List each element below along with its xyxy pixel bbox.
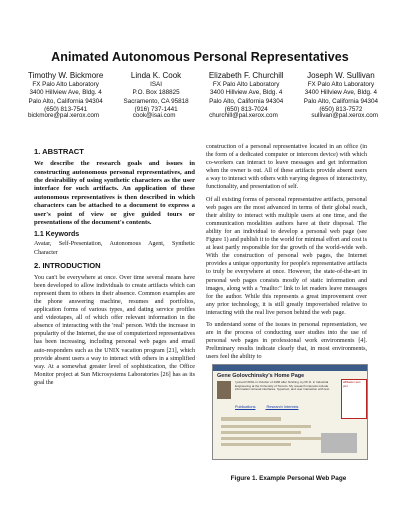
portrait-image: [217, 381, 231, 399]
author-emails: [28, 112, 378, 119]
author-city: Palo Alto, California 94304: [303, 97, 378, 105]
author-phone: (650) 813-7572: [319, 105, 363, 113]
webpage-content-blocks: [221, 413, 361, 455]
right-column: [206, 143, 367, 365]
author-email: sullivan@pal.xerox.com: [311, 112, 378, 119]
author-2: [124, 70, 189, 114]
abstract-heading: 1. ABSTRACT: [34, 147, 84, 156]
author-name: Elizabeth F. Churchill: [208, 71, 284, 80]
left-column: [34, 143, 195, 391]
webpage-sidebox: affiliation text pict: [341, 379, 367, 419]
paragraph: construction of a personal representative located in an office (in the form of a dedicated computer or intercom device) with which co-workers can interact to leave messages and get information when the owner is out. All of these artifacts provide absent users a way to interact with others with varying degrees of interactivity, functionality, and presentation of self.: [206, 144, 367, 191]
paper-title: Animated Autonomous Personal Representatives: [51, 50, 349, 64]
author-org: FX Palo Alto Laboratory: [32, 81, 99, 88]
author-name: Linda K. Cook: [130, 71, 182, 80]
figure-caption: Figure 1. Example Personal Web Page: [230, 475, 347, 482]
author-phone: (650) 813-7541: [44, 105, 88, 113]
author-city: Sacramento, CA 95818: [123, 97, 189, 105]
introduction-text: You can't be everywhere at once. Over time several means have been developed to allow individuals to create artifacts which can represent them to others in their absence. Common examples are the phone answering machine, resumes and portfolios, application forms of various types, and dating service profiles and videotapes, all of which offer relevant information in the absence of interacting with the 'real' person. With the increase in popularity of the Internet, the use of computerized representatives has been increasing, including personal web pages and email auto-responders such as the UNIX vacation program [21], which provide absent users a way to interact with others in a simplified way. At a somewhat greater level of sophistication, the Office Monitor project at Sun Microsystems Laboratories [26] has as its goal the: [34, 274, 195, 386]
author-city: Palo Alto, California 94304: [28, 97, 103, 105]
keywords-text: Avatar, Self-Presentation, Autonomous Agent, Synthetic Character: [34, 241, 195, 256]
author-phone: (916) 737-1441: [134, 105, 178, 113]
webpage-links: [235, 405, 308, 409]
abstract-text: We describe the research goals and issues in constructing autonomous personal representatives, and the desirability of using synthetic characters as the user interface for such artifacts. An application of these autonomous representatives is then described in which characters can be attached to a document to express a user's point of view or give guided tours or presentations of the document's contents.: [34, 160, 195, 226]
author-phone: (650) 813-7024: [224, 105, 268, 113]
author-city: Palo Alto, California 94304: [209, 97, 284, 105]
introduction-heading: 2. INTRODUCTION: [34, 260, 101, 270]
author-address: 3400 Hillview Ave, Bldg. 4: [304, 89, 378, 97]
author-block: [28, 70, 378, 114]
paragraph: To understand some of the issues in personal representation, we are in the process of conducting user studies into the use of personal web pages in professional work environments [4]. Preliminary results indicate clearly that, in most environments, users feel the ability to: [206, 321, 367, 361]
webpage-title: Gene Golovchinsky's Home Page: [217, 373, 305, 379]
author-org: ISAI: [150, 81, 162, 88]
webpage-body: I joined FXPAL in October of 1996 after finishing my Ph.D. in Industrial Engineering at the University of Toronto. My research interests include information retrieval interfaces, hypertext, and user interaction with text.: [235, 380, 330, 392]
paragraph: Of all existing forms of personal representative artifacts, personal web pages are the most advanced in terms of their global reach, their ability to interact with multiple users at one time, and the communication modalities authors have at their disposal. The ability for an individual to develop a personal web page (see Figure 1) and publish it to the world for minimal effort and cost is at least partly responsible for the growth of the world-wide web. With the construction of personal web pages, the Internet provides a unique opportunity for people's representative artifacts to truly be everywhere at once. However, the state-of-the-art in personal web pages consists mostly of static information and images, along with a "mailto:" link to let readers leave messages for the author. While this represents a great improvement over any prior technology, it is still greatly impoverished relative to interacting with the real live person behind the web page.: [206, 196, 367, 316]
author-email: cook@isai.com: [132, 112, 176, 119]
author-email: bickmore@pal.xerox.com: [28, 112, 100, 119]
author-name: Timothy W. Bickmore: [28, 71, 104, 80]
webpage-link: Publications: [235, 405, 256, 409]
author-address: 3400 Hillview Ave, Bldg. 4: [210, 89, 283, 97]
webpage-link: Research Interests: [266, 405, 299, 409]
author-4: [304, 70, 378, 114]
author-address: 3400 Hillview Ave, Bldg. 4: [29, 89, 102, 97]
keywords-heading: 1.1 Keywords: [34, 231, 80, 239]
author-org: FX Palo Alto Laboratory: [307, 81, 375, 88]
author-name: Joseph W. Sullivan: [307, 71, 375, 80]
author-3: [209, 70, 284, 114]
author-email: churchill@pal.xerox.com: [209, 112, 278, 119]
author-1: [28, 70, 103, 114]
author-address: P.O. Box 188825: [132, 89, 180, 97]
figure-screenshot: [212, 364, 368, 460]
author-org: FX Palo Alto Laboratory: [212, 81, 280, 88]
